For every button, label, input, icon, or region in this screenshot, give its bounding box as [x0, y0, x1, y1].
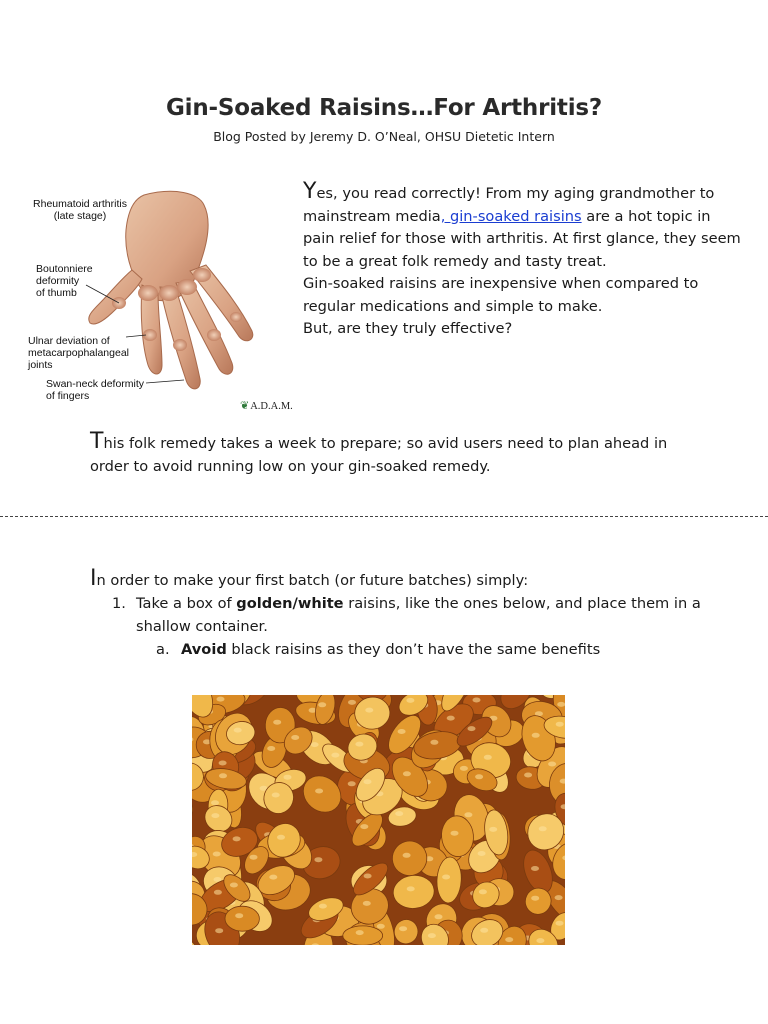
raisin-highlight [451, 831, 459, 836]
raisin-highlight [442, 875, 450, 880]
article-title: Gin-Soaked Raisins…For Arthritis? [165, 95, 603, 121]
label-swan-neck: Swan-neck deformity of fingers [46, 378, 145, 402]
dropcap-y: Y [303, 179, 317, 204]
raisin-highlight [365, 708, 373, 713]
raisin-highlight [234, 728, 242, 733]
raisin [225, 906, 260, 932]
raisin-highlight [532, 733, 540, 738]
raisin-highlight [235, 913, 243, 918]
raisin-highlight [403, 771, 411, 776]
raisin-highlight [364, 874, 372, 879]
raisin-highlight [557, 702, 565, 707]
raisin-highlight [272, 793, 280, 798]
raisin-highlight [211, 800, 219, 805]
step-1: 1. Take a box of golden/white raisins, like the ones below, and place them in a shallow container. [112, 595, 701, 635]
raisin-highlight [267, 746, 275, 751]
raisin-highlight [395, 811, 403, 816]
raisin-highlight [536, 938, 544, 943]
label-boutonniere: Boutonniere deformity of thumb [36, 263, 93, 299]
step-1a: a. Avoid black raisins as they don’t have the same benefits [156, 641, 601, 658]
raisin-highlight [319, 904, 327, 909]
raisin-highlight [556, 722, 564, 727]
raisin-highlight [214, 890, 222, 895]
raisin-highlight [291, 735, 299, 740]
raisin-highlight [475, 774, 483, 779]
raisin-highlight [489, 827, 497, 832]
raisin-highlight [428, 933, 436, 938]
arthritis-hand-figure [24, 185, 299, 415]
raisin-highlight [460, 766, 468, 771]
raisin [343, 926, 383, 945]
label-rheumatoid: Rheumatoid arthritis (late stage) [33, 198, 127, 222]
byline: Blog Posted by Jeremy D. O’Neal, OHSU Dietetic Intern [213, 129, 555, 144]
raisin-highlight [468, 726, 476, 731]
raisin-highlight [331, 753, 339, 758]
intro-paragraph-3: But, are they truly effective? [303, 320, 513, 337]
raisin-highlight [480, 928, 488, 933]
raisin-highlight [219, 773, 227, 778]
raisin-highlight [398, 729, 406, 734]
raisin-highlight [355, 742, 363, 747]
raisin-highlight [273, 720, 281, 725]
golden-raisins-photo [192, 695, 565, 945]
dropcap-i: I [90, 566, 97, 591]
raisin-highlight [464, 812, 472, 817]
raisin-highlight [217, 697, 225, 702]
raisin-highlight [213, 852, 221, 857]
raisin-highlight [399, 926, 407, 931]
raisin-highlight [250, 855, 258, 860]
raisin-highlight [484, 755, 492, 760]
instructions-lead: In order to make your first batch (or future batches) simply: [90, 566, 529, 591]
dropcap-t: T [90, 429, 104, 454]
raisin-highlight [215, 928, 223, 933]
raisin-highlight [478, 851, 486, 856]
raisins-image [192, 695, 565, 945]
raisin-highlight [435, 914, 443, 919]
raisin-highlight [219, 761, 227, 766]
dashed-divider [0, 516, 768, 517]
raisin-highlight [277, 835, 285, 840]
raisin-highlight [364, 779, 372, 784]
raisin-highlight [548, 762, 556, 767]
raisin-highlight [348, 781, 356, 786]
intro-paragraph-1: Yes, you read correctly! From my aging grandmother to mainstream media, gin-soaked raisins are a hot topic in pain relief for those with arthritis. At first glance, they seem to be a great folk remedy and tasty treat. [303, 179, 741, 270]
intro-text [303, 179, 743, 341]
raisin-highlight [233, 836, 241, 841]
gin-soaked-raisins-link[interactable]: , gin-soaked raisins [440, 207, 582, 225]
raisin-highlight [505, 937, 513, 942]
raisin-highlight [556, 921, 564, 926]
intro-paragraph-2: Gin-soaked raisins are inexpensive when compared to regular medications and simple to make. [303, 275, 699, 315]
label-ulnar-deviation: Ulnar deviation of metacarpophalangeal joints [28, 335, 129, 371]
raisin-highlight [315, 789, 323, 794]
raisin-highlight [360, 824, 368, 829]
raisin-highlight [406, 698, 414, 703]
raisin-highlight [311, 742, 319, 747]
raisin-highlight [269, 875, 277, 880]
raisin-highlight [314, 857, 322, 862]
raisin-highlight [318, 702, 326, 707]
raisin-highlight [531, 866, 539, 871]
raisin-highlight [539, 826, 547, 831]
raisin-highlight [403, 853, 411, 858]
raisin-highlight [363, 901, 371, 906]
adam-logo: ❦A.D.A.M. [240, 400, 293, 412]
raisin-highlight [531, 896, 539, 901]
raisin-highlight [524, 773, 532, 778]
raisin-highlight [230, 883, 238, 888]
raisin-highlight [211, 813, 219, 818]
raisin-highlight [284, 775, 292, 780]
raisin-highlight [377, 924, 385, 929]
leaf-icon: ❦ [240, 400, 250, 412]
raisin-highlight [473, 698, 481, 703]
raisin-highlight [356, 930, 364, 935]
raisin-highlight [430, 740, 438, 745]
instructions-section [90, 566, 730, 661]
prep-time-paragraph: This folk remedy takes a week to prepare; so avid users need to plan ahead in order to avoid running low on your gin-soaked remedy. [90, 429, 668, 475]
raisin-highlight [555, 895, 563, 900]
raisin-highlight [407, 886, 415, 891]
raisin-highlight [348, 700, 356, 705]
raisin-highlight [447, 716, 455, 721]
raisin-highlight [479, 889, 487, 894]
